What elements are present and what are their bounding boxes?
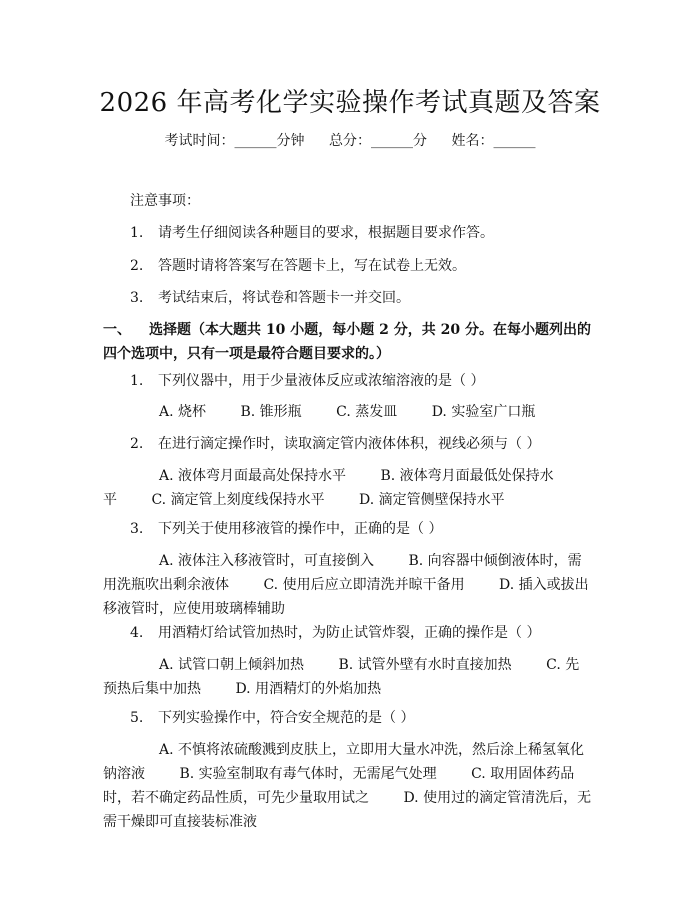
question-text: 下列关于使用移液管的操作中，正确的是（ ） bbox=[158, 521, 443, 537]
option: D. 使用过的滴定管清洗后，无需干燥即可直接装标准液 bbox=[103, 790, 592, 830]
notice-item-num: 1. bbox=[130, 225, 144, 241]
notice-item-num: 3. bbox=[130, 290, 144, 306]
question-text: 用酒精灯给试管加热时，为防止试管炸裂，正确的操作是（ ） bbox=[158, 625, 541, 641]
notice-item bbox=[130, 287, 410, 309]
exam-info bbox=[0, 130, 700, 150]
question-text: 下列实验操作中，符合安全规范的是（ ） bbox=[158, 710, 415, 726]
section-number: 一、 bbox=[103, 322, 131, 338]
exam-time: 考试时间：______分钟 bbox=[164, 133, 305, 149]
option: A. 试管口朝上倾斜加热 bbox=[159, 657, 305, 673]
option: B. 液体弯月面最低处保持水平 bbox=[103, 468, 554, 508]
section-heading bbox=[103, 318, 603, 366]
question-options bbox=[103, 653, 593, 701]
option: C. 滴定管上刻度线保持水平 bbox=[151, 492, 325, 508]
question-options bbox=[103, 400, 593, 424]
exam-score: 总分：______分 bbox=[329, 133, 427, 149]
exam-name: 姓名：______ bbox=[451, 133, 536, 149]
option: A. 不慎将浓硫酸溅到皮肤上，立即用大量水冲洗，然后涂上稀氢氧化钠溶液 bbox=[103, 742, 585, 782]
option: C. 使用后应立即清洗并晾干备用 bbox=[263, 577, 465, 593]
question-number: 3. bbox=[130, 521, 144, 537]
section-text: 选择题（本大题共 10 小题，每小题 2 分，共 20 分。在每小题列出的四个选项中，只有一项是最符合题目要求的。） bbox=[103, 322, 591, 362]
question-number: 4. bbox=[130, 625, 144, 641]
option: B. 向容器中倾倒液体时，需用洗瓶吹出剩余液体 bbox=[103, 553, 582, 593]
option: D. 插入或拔出移液管时，应使用玻璃棒辅助 bbox=[103, 577, 589, 617]
notice-item-text: 考试结束后，将试卷和答题卡一并交回。 bbox=[158, 290, 410, 306]
notice-item bbox=[130, 255, 466, 277]
option: A. 液体注入移液管时，可直接倒入 bbox=[159, 553, 375, 569]
question-text: 下列仪器中，用于少量液体反应或浓缩溶液的是（ ） bbox=[158, 373, 485, 389]
page-title: 2026 年高考化学实验操作考试真题及答案 bbox=[99, 88, 601, 118]
question-number: 5. bbox=[130, 710, 144, 726]
question-stem bbox=[130, 622, 540, 644]
option: B. 实验室制取有毒气体时，无需尾气处理 bbox=[179, 766, 437, 782]
option: A. 液体弯月面最高处保持水平 bbox=[159, 468, 347, 484]
question-number: 2. bbox=[130, 436, 144, 452]
question-options bbox=[103, 549, 593, 621]
notice-title: 注意事项： bbox=[130, 193, 200, 209]
option: B. 锥形瓶 bbox=[240, 404, 302, 420]
option: B. 试管外壁有水时直接加热 bbox=[338, 657, 512, 673]
question-stem bbox=[130, 707, 414, 729]
notice-item bbox=[130, 222, 494, 244]
option: D. 滴定管侧壁保持水平 bbox=[359, 492, 505, 508]
option: C. 蒸发皿 bbox=[336, 404, 398, 420]
notice-item-text: 请考生仔细阅读各种题目的要求，根据题目要求作答。 bbox=[158, 225, 494, 241]
notice-item-num: 2. bbox=[130, 258, 144, 274]
option: C. 取用固体药品时，若不确定药品性质，可先少量取用试之 bbox=[103, 766, 575, 806]
question-stem bbox=[130, 433, 540, 455]
question-stem bbox=[130, 518, 442, 540]
question-number: 1. bbox=[130, 373, 144, 389]
question-options bbox=[103, 464, 593, 512]
option: C. 先预热后集中加热 bbox=[103, 657, 580, 697]
question-text: 在进行滴定操作时，读取滴定管内液体体积，视线必须与（ ） bbox=[158, 436, 541, 452]
question-stem bbox=[130, 370, 484, 392]
notice-item-text: 答题时请将答案写在答题卡上，写在试卷上无效。 bbox=[158, 258, 466, 274]
question-options bbox=[103, 738, 593, 834]
option: A. 烧杯 bbox=[159, 404, 207, 420]
option: D. 用酒精灯的外焰加热 bbox=[235, 681, 382, 697]
option: D. 实验室广口瓶 bbox=[431, 404, 536, 420]
